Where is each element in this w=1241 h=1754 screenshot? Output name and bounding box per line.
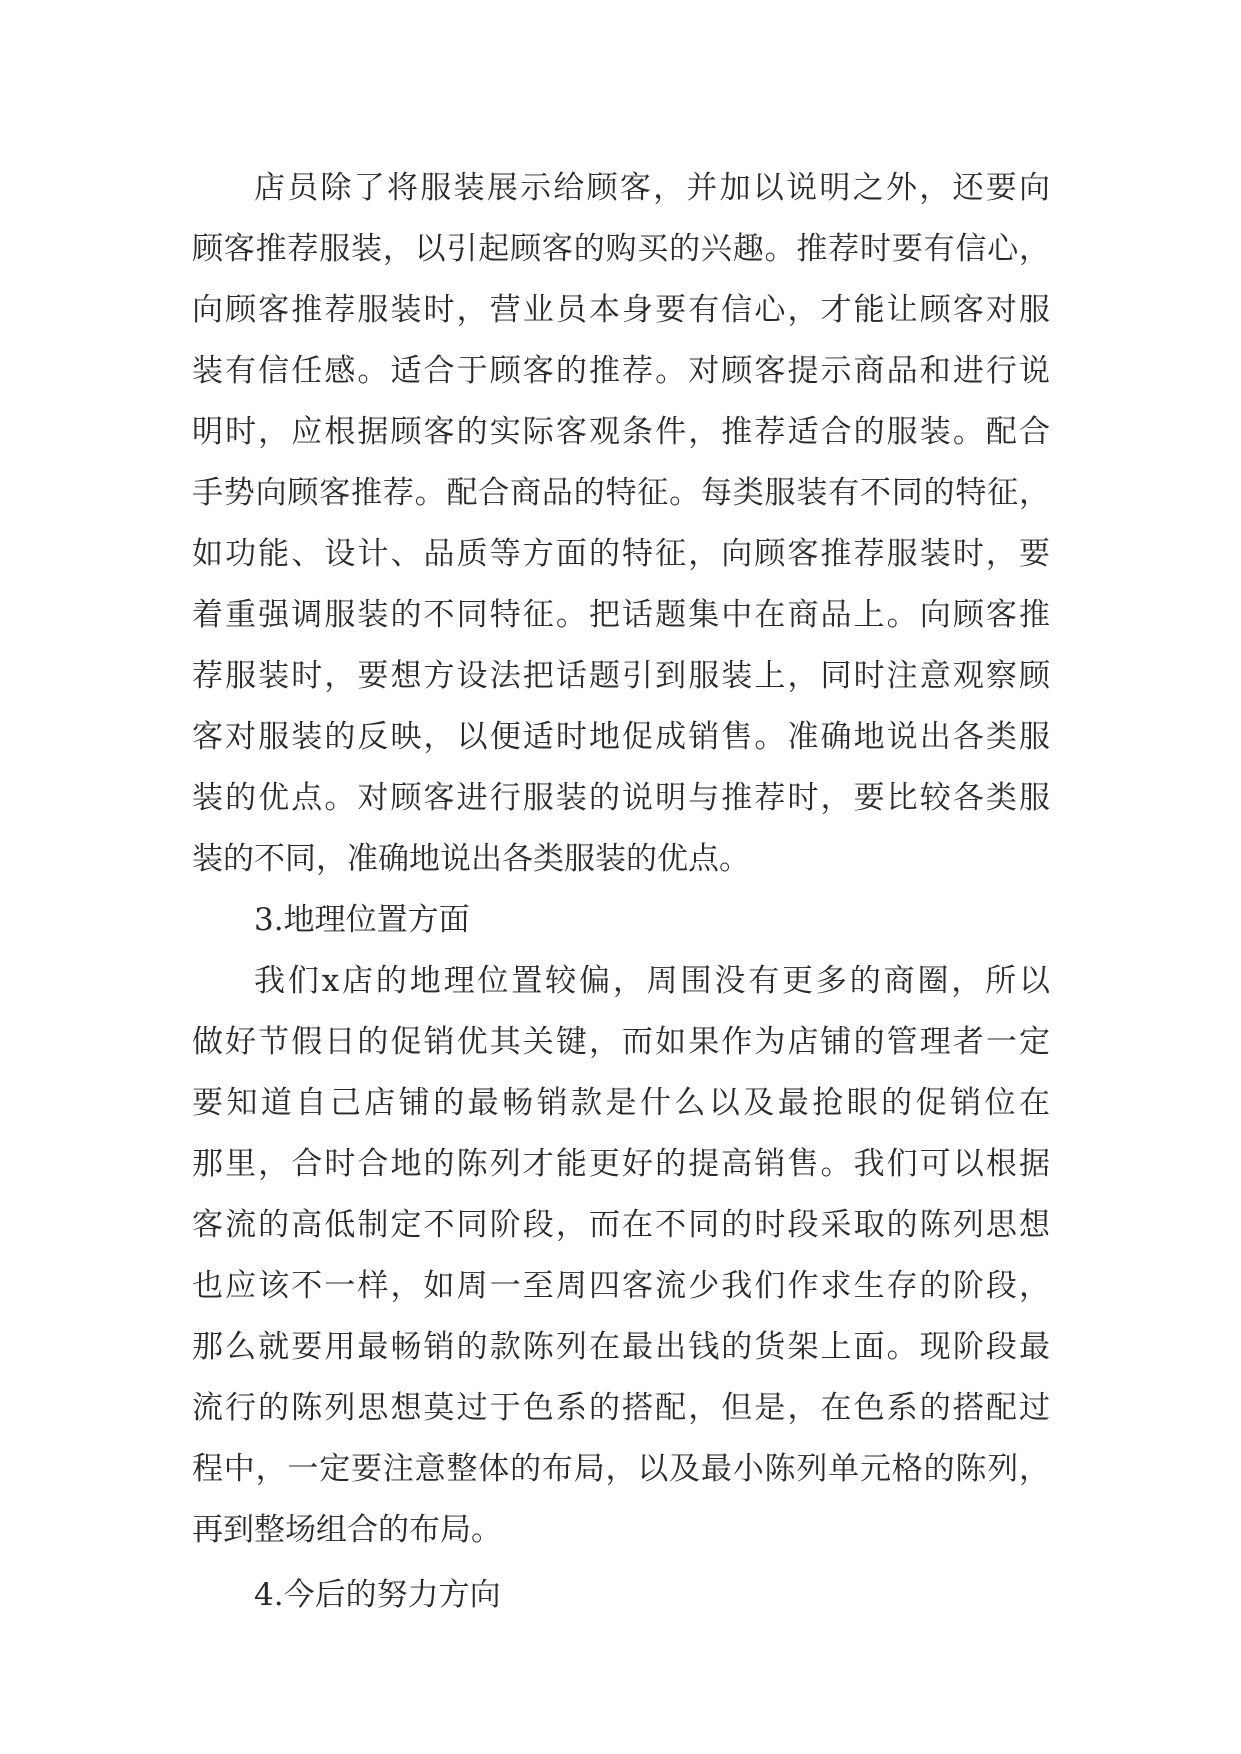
text-line: 再到整场组合的布局。 — [192, 1512, 502, 1548]
text-line: 顾客推荐服装，以引起顾客的购买的兴趣。推荐时要有信心， — [192, 231, 1050, 267]
section-heading-future-direction: 4.今后的努力方向 — [254, 1577, 501, 1613]
paragraph-sales-recommendation — [192, 158, 1050, 890]
text-line: 要知道自己店铺的最畅销款是什么以及最抢眼的促销位在 — [192, 1085, 1050, 1121]
text-line: 客流的高低制定不同阶段，而在不同的时段采取的陈列思想 — [192, 1207, 1050, 1243]
text-line: 装的不同，准确地说出各类服装的优点。 — [192, 841, 750, 877]
text-line: 手势向顾客推荐。配合商品的特征。每类服装有不同的特征， — [192, 475, 1050, 511]
text-line: 装的优点。对顾客进行服装的说明与推荐时，要比较各类服 — [192, 780, 1050, 816]
text-line: 着重强调服装的不同特征。把话题集中在商品上。向顾客推 — [192, 597, 1050, 633]
text-line: 店员除了将服装展示给顾客，并加以说明之外，还要向 — [254, 170, 1050, 206]
text-line: 程中，一定要注意整体的布局，以及最小陈列单元格的陈列， — [192, 1451, 1050, 1487]
text-line: 如功能、设计、品质等方面的特征，向顾客推荐服装时，要 — [192, 536, 1050, 572]
text-line: 做好节假日的促销优其关键，而如果作为店铺的管理者一定 — [192, 1024, 1050, 1060]
text-line: 那么就要用最畅销的款陈列在最出钱的货架上面。现阶段最 — [192, 1329, 1050, 1365]
text-line: 也应该不一样，如周一至周四客流少我们作求生存的阶段， — [192, 1268, 1050, 1304]
section-heading-location: 3.地理位置方面 — [254, 902, 470, 938]
document-page — [192, 158, 1050, 1626]
text-line: 装有信任感。适合于顾客的推荐。对顾客提示商品和进行说 — [192, 353, 1050, 389]
text-line: 向顾客推荐服装时，营业员本身要有信心，才能让顾客对服 — [192, 292, 1050, 328]
text-line: 流行的陈列思想莫过于色系的搭配，但是，在色系的搭配过 — [192, 1390, 1050, 1426]
text-line: 荐服装时，要想方设法把话题引到服装上，同时注意观察顾 — [192, 658, 1050, 694]
text-line: 那里，合时合地的陈列才能更好的提高销售。我们可以根据 — [192, 1146, 1050, 1182]
text-line: 明时，应根据顾客的实际客观条件，推荐适合的服装。配合 — [192, 414, 1050, 450]
text-line: 我们x店的地理位置较偏，周围没有更多的商圈，所以 — [254, 963, 1050, 999]
paragraph-store-location — [192, 951, 1050, 1561]
text-line: 客对服装的反映，以便适时地促成销售。准确地说出各类服 — [192, 719, 1050, 755]
